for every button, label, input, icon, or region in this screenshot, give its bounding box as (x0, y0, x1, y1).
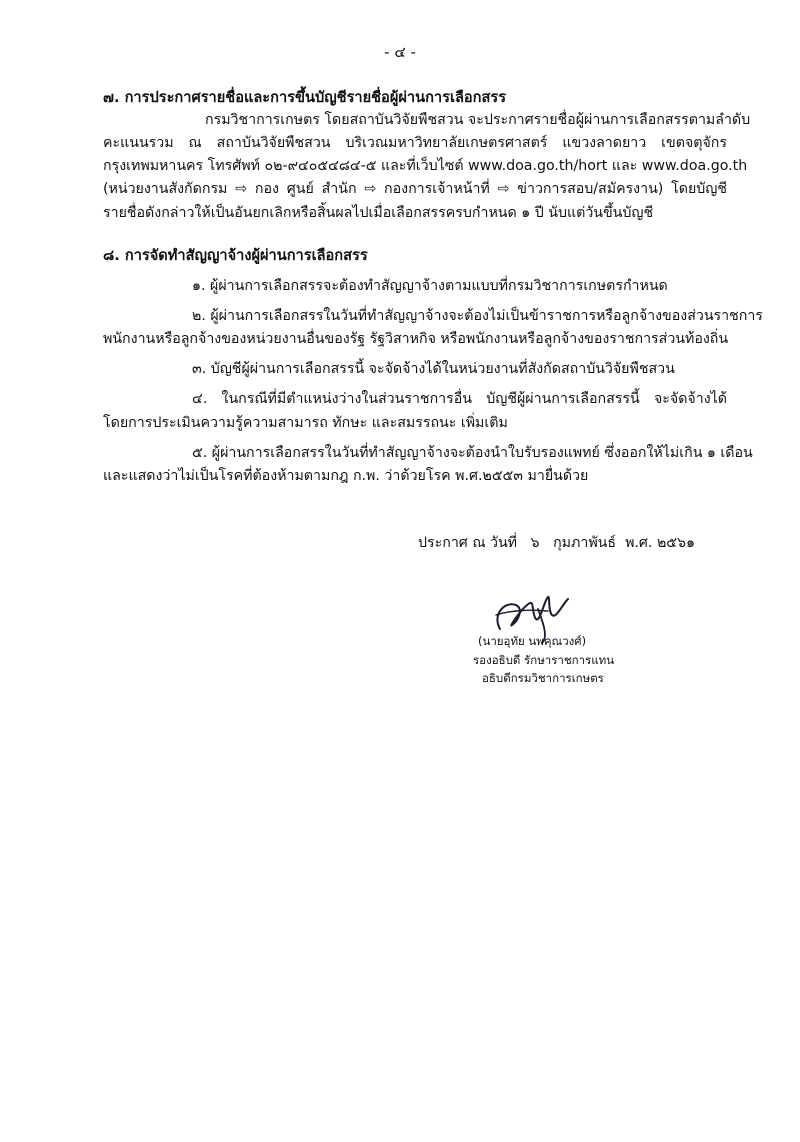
section-8-item-4: ๔. ในกรณีที่มีตำแหน่งว่างในส่วนราชการอื่น บัญชีผู้ผ่านการเลือกสรรนี้ จะจัดจ้างได้ (192, 391, 727, 407)
section-8-item-2-cont: พนักงานหรือลูกจ้างของหน่วยงานอื่นของรัฐ รัฐวิสาหกิจ หรือพนักงานหรือลูกจ้างของราชการส่วนท้องถิ่น (103, 331, 729, 347)
section-7-line-5: รายชื่อดังกล่าวให้เป็นอันยกเลิกหรือสิ้นผลไปเมื่อเลือกสรรครบกำหนด ๑ ปี นับแต่วันขึ้นบัญชี (103, 205, 654, 221)
section-8-item-5-cont: และแสดงว่าไม่เป็นโรคที่ต้องห้ามตามกฎ ก.พ. ว่าด้วยโรค พ.ศ.๒๕๕๓ มายื่นด้วย (103, 468, 589, 484)
signer-position-2: อธิบดีกรมวิชาการเกษตร (482, 671, 604, 685)
section-8-item-3: ๓. บัญชีผู้ผ่านการเลือกสรรนี้ จะจัดจ้างได้ในหน่วยงานที่สังกัดสถาบันวิจัยพืชสวน (192, 361, 675, 377)
section-7-line-2: คะแนนรวม ณ สถาบันวิจัยพืชสวน บริเวณมหาวิทยาลัยเกษตรศาสตร์ แขวงลาดยาว เขตจตุจักร (103, 135, 727, 151)
section-7-line-3: กรุงเทพมหานคร โทรศัพท์ ๐๒-๙๔๐๕๔๘๔-๕ และที่เว็บไซต์ www.doa.go.th/hort และ www.doa.go.th (103, 158, 748, 174)
announcement-date: ประกาศ ณ วันที่ ๖ กุมภาพันธ์ พ.ศ. ๒๕๖๑ (418, 535, 696, 551)
page-number: - ๔ - (384, 43, 416, 61)
signer-name: (นายอุทัย นพคุณวงศ์) (478, 634, 587, 648)
section-7-line-4: (หน่วยงานสังกัดกรม ⇨ กอง ศูนย์ สำนัก ⇨ กองการเจ้าหน้าที่ ⇨ ข่าวการสอบ/สมัครงาน) โดยบัญชี (103, 181, 727, 197)
section-8-heading: ๘. การจัดทำสัญญาจ้างผู้ผ่านการเลือกสรร (103, 247, 368, 264)
section-7-line-1: กรมวิชาการเกษตร โดยสถาบันวิจัยพืชสวน จะประกาศรายชื่อผู้ผ่านการเลือกสรรตามลำดับ (205, 112, 751, 128)
section-8-item-2: ๒. ผู้ผ่านการเลือกสรรในวันที่ทำสัญญาจ้างจะต้องไม่เป็นข้าราชการหรือลูกจ้างของส่วนราชการ (192, 308, 763, 324)
section-8-item-5: ๕. ผู้ผ่านการเลือกสรรในวันที่ทำสัญญาจ้างจะต้องนำใบรับรองแพทย์ ซึ่งออกให้ไม่เกิน ๑ เดือน (192, 445, 753, 461)
section-7-heading: ๗. การประกาศรายชื่อและการขึ้นบัญชีรายชื่อผู้ผ่านการเลือกสรร (103, 89, 507, 106)
section-8-item-4-cont: โดยการประเมินความรู้ความสามารถ ทักษะ และสมรรถนะ เพิ่มเติม (103, 415, 508, 431)
section-8-item-1: ๑. ผู้ผ่านการเลือกสรรจะต้องทำสัญญาจ้างตามแบบที่กรมวิชาการเกษตรกำหนด (192, 278, 668, 294)
signer-position-1: รองอธิบดี รักษาราชการแทน (473, 653, 615, 667)
